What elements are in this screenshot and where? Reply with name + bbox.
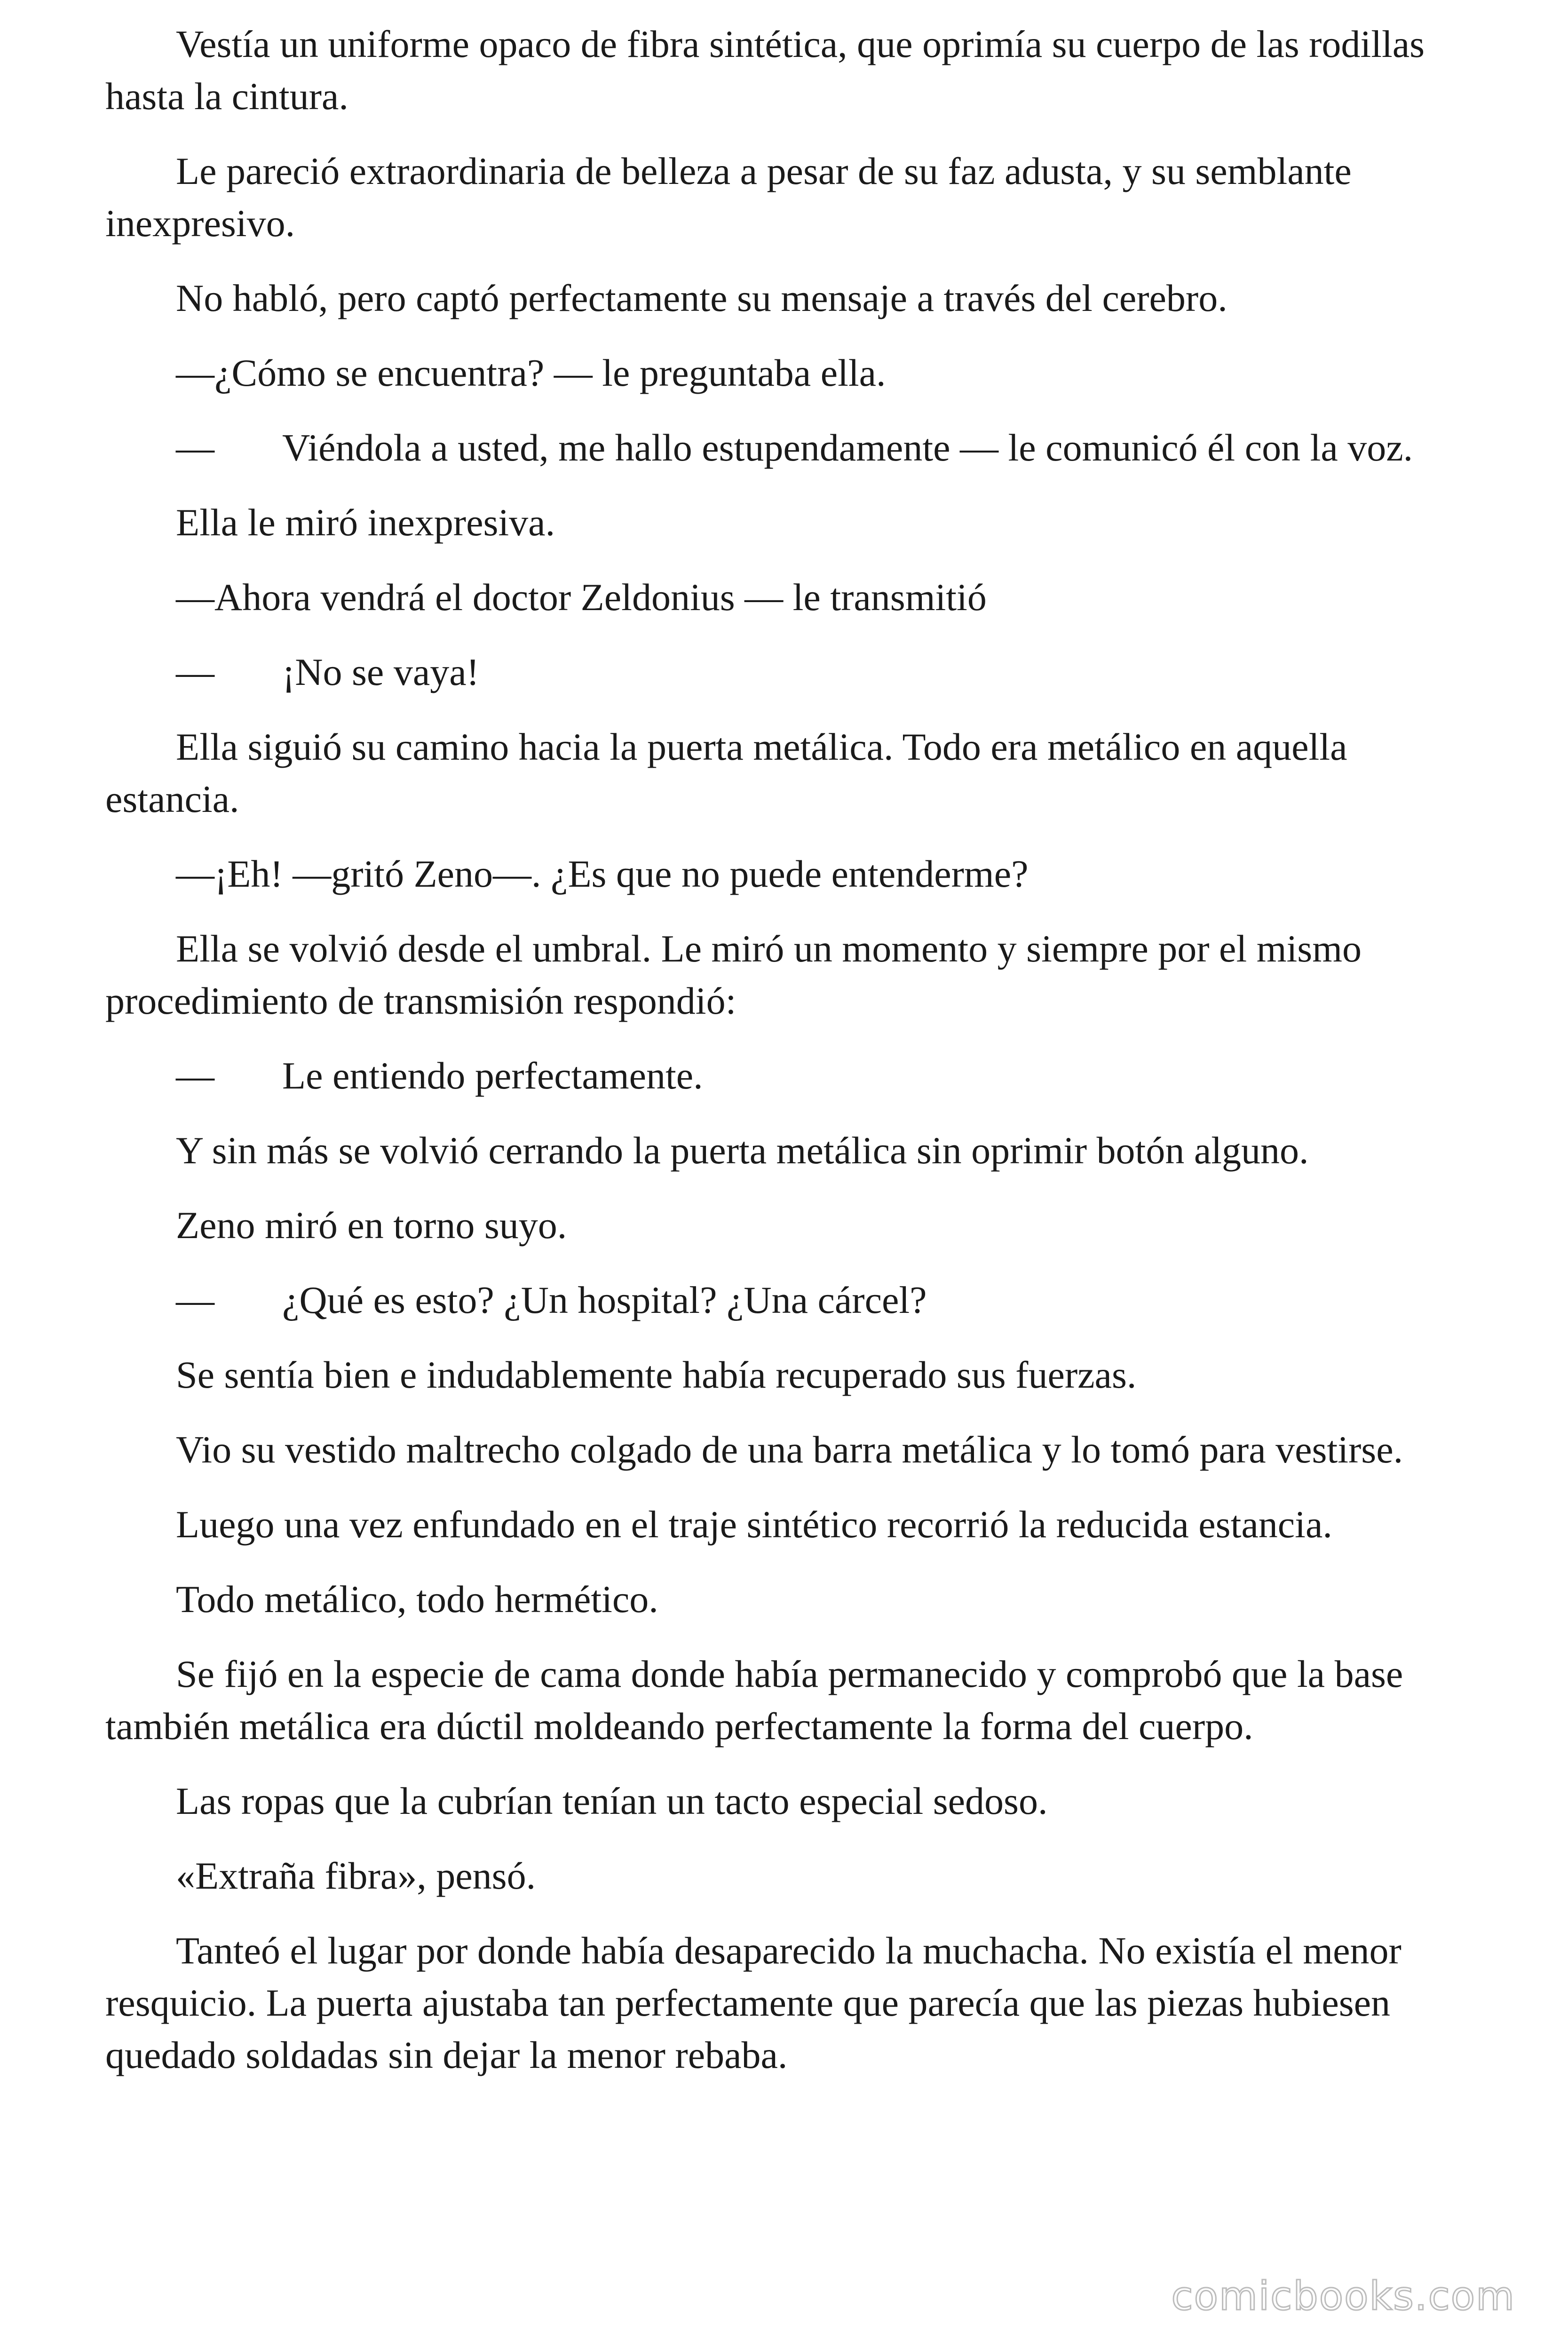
paragraph: —¿Cómo se encuentra? — le preguntaba ella. — [176, 351, 886, 394]
dialogue-paragraph — [105, 1049, 1469, 1102]
dialogue-dash: — — [176, 1279, 214, 1321]
paragraph: Le pareció extraordinaria de belleza a pesar de su faz adusta, y su semblante inexpresivo. — [105, 150, 1352, 245]
paragraph: Todo metálico, todo hermético. — [176, 1578, 658, 1621]
dialogue-paragraph — [105, 1274, 1469, 1326]
dialogue-dash: — — [176, 1054, 214, 1097]
paragraph: Zeno miró en torno suyo. — [176, 1204, 567, 1247]
watermark: comicbooks.com — [1171, 2273, 1515, 2319]
paragraph: Vestía un uniforme opaco de fibra sintética, que oprimía su cuerpo de las rodillas hasta la cintura. — [105, 23, 1425, 118]
dialogue-text: ¡No se vaya! — [282, 651, 479, 693]
paragraph: Ella le miró inexpresiva. — [176, 501, 555, 544]
paragraph: Las ropas que la cubrían tenían un tacto especial sedoso. — [176, 1780, 1048, 1822]
paragraph: Ella siguió su camino hacia la puerta metálica. Todo era metálico en aquella estancia. — [105, 725, 1347, 820]
paragraph: «Extraña fibra», pensó. — [176, 1854, 536, 1897]
dialogue-text: Le entiendo perfectamente. — [282, 1054, 703, 1097]
paragraph: Se sentía bien e indudablemente había recuperado sus fuerzas. — [176, 1353, 1137, 1396]
dialogue-text: ¿Qué es esto? ¿Un hospital? ¿Una cárcel? — [282, 1279, 927, 1321]
dialogue-dash: — — [176, 426, 214, 469]
paragraph: Ella se volvió desde el umbral. Le miró un momento y siempre por el mismo procedimiento de transmisión respondió: — [105, 927, 1362, 1022]
paragraph: Se fijó en la especie de cama donde había permanecido y comprobó que la base también metálica era dúctil moldeando perfectamente la forma del cuerpo. — [105, 1653, 1403, 1748]
paragraph: No habló, pero captó perfectamente su mensaje a través del cerebro. — [176, 277, 1227, 319]
paragraph: —Ahora vendrá el doctor Zeldonius — le transmitió — [176, 576, 987, 619]
paragraph: Y sin más se volvió cerrando la puerta metálica sin oprimir botón alguno. — [176, 1129, 1309, 1172]
dialogue-paragraph — [105, 421, 1469, 474]
paragraph: Vio su vestido maltrecho colgado de una barra metálica y lo tomó para vestirse. — [176, 1428, 1403, 1471]
page-text — [105, 18, 1469, 2104]
paragraph: —¡Eh! —gritó Zeno—. ¿Es que no puede entenderme? — [176, 852, 1029, 895]
paragraph: Tanteó el lugar por donde había desaparecido la muchacha. No existía el menor resquicio. La puerta ajustaba tan perfectamente que parecía que las piezas hubiesen quedado soldadas sin dejar la menor rebaba. — [105, 1929, 1402, 2076]
dialogue-text: Viéndola a usted, me hallo estupendamente — le comunicó él con la voz. — [282, 426, 1413, 469]
paragraph: Luego una vez enfundado en el traje sintético recorrió la reducida estancia. — [176, 1503, 1332, 1546]
dialogue-paragraph — [105, 646, 1469, 698]
dialogue-dash: — — [176, 651, 214, 693]
